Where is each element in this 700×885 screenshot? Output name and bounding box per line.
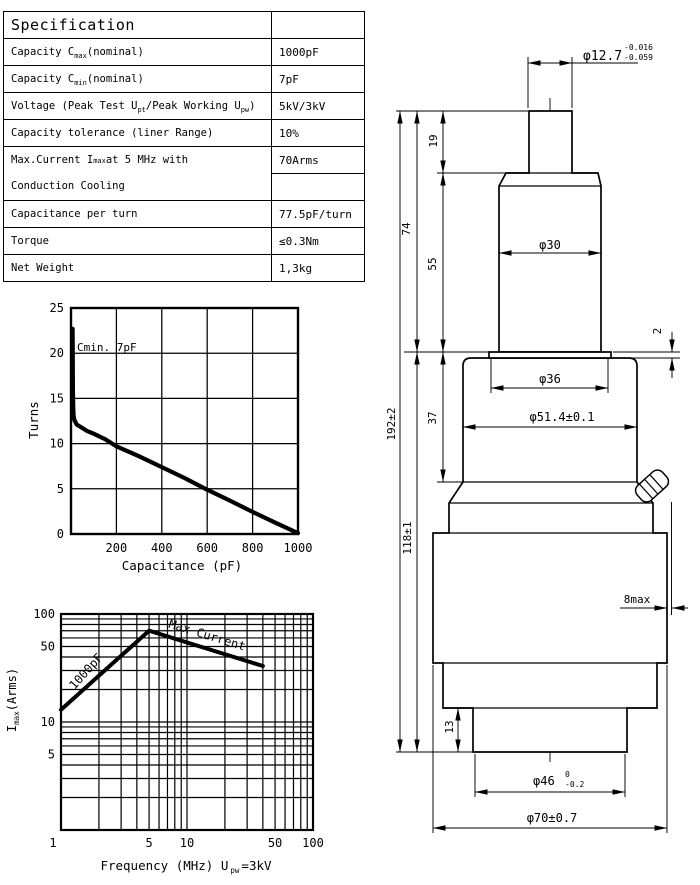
dim-dia30: φ30: [539, 238, 561, 252]
spec-value: 5kV/3kV: [272, 93, 365, 120]
curve-label-max-current: Max Current: [167, 616, 248, 654]
x-tick-label: 50: [267, 836, 283, 850]
x-tick-label: 100: [302, 836, 324, 850]
dim-shaft-dia: φ12.7: [583, 49, 623, 64]
dim-74: 74: [400, 222, 413, 236]
spec-label: Net Weight: [4, 255, 272, 282]
x-tick-label: 10: [179, 836, 195, 850]
y-tick-label: 10: [40, 715, 55, 729]
y-tick-label: 25: [49, 301, 64, 315]
tick-labels: [33, 607, 324, 850]
spec-value: [272, 174, 365, 201]
dim-shaft-dia-tol-lower: -0.059: [624, 53, 653, 62]
dim-dia46-tol-upper: 0: [565, 770, 570, 779]
table-title: Specification: [4, 12, 272, 39]
table-row: [4, 93, 365, 120]
table-row: [4, 39, 365, 66]
spec-table: [3, 11, 365, 282]
spec-value: 70Arms: [272, 147, 365, 174]
y-tick-label: 15: [49, 391, 64, 406]
y-tick-label: 100: [33, 607, 55, 621]
dim-37: 37: [426, 411, 439, 425]
dim-19: 19: [427, 134, 440, 148]
dim-dia46-tol-lower: -0.2: [565, 780, 585, 789]
table-row: [4, 147, 365, 174]
spec-label: Max.Current I max at 5 MHz with Conduction Cooling: [4, 147, 272, 201]
dim-118: 118±1: [401, 521, 414, 555]
table-row: [4, 120, 365, 147]
x-tick-label: 5: [145, 836, 153, 850]
y-tick-label: 50: [40, 639, 55, 654]
dim-55: 55: [426, 257, 439, 271]
dim-2: 2: [651, 327, 664, 335]
spec-value: 10%: [272, 120, 365, 147]
cmin-annotation: Cmin. 7pF: [77, 341, 137, 354]
y-axis-title: Turns: [26, 401, 41, 439]
dim-dia46: φ46: [533, 774, 555, 788]
dimension-drawing: [385, 35, 700, 845]
data-curve: [73, 329, 298, 533]
dim-8max: 8max: [623, 593, 651, 606]
spec-label: Capacitance per turn: [4, 201, 272, 228]
table-row: [4, 255, 365, 282]
dim-dia51: φ51.4±0.1: [529, 410, 595, 424]
y-tick-label: 10: [49, 436, 64, 451]
y-tick-label: 20: [49, 346, 64, 361]
spec-label: Capacity $C_{max}(nominal)$: [4, 39, 272, 66]
turns-chart: [0, 295, 330, 580]
x-tick-label: 1: [49, 836, 57, 850]
dim-dia70: φ70±0.7: [526, 811, 578, 825]
spec-value: 1,3kg: [272, 255, 365, 282]
spec-label: Torque: [4, 228, 272, 255]
table-row: [4, 228, 365, 255]
spec-label: Voltage (Peak Test $U_{pt}$/Peak Working $U_{pw}$): [4, 93, 272, 120]
dim-13: 13: [443, 720, 456, 734]
part-outline: [433, 111, 667, 752]
spec-value: 77.5pF/turn: [272, 201, 365, 228]
curve-label-1000pF: 1000pF: [66, 650, 106, 693]
x-tick-label: 800: [241, 541, 264, 555]
dim-shaft-dia-tol-upper: -0.016: [624, 43, 653, 52]
y-axis-title: $I_{max}(Arms)$: [5, 667, 21, 733]
current-chart: [0, 598, 345, 885]
dim-dia36: φ36: [539, 372, 561, 386]
x-tick-label: 400: [150, 541, 173, 555]
log-grid: [61, 614, 313, 830]
x-tick-label: 600: [196, 541, 219, 555]
x-tick-label: 1000: [283, 541, 313, 555]
spec-label: Capacity tolerance (liner Range): [4, 120, 272, 147]
y-tick-label: 5: [47, 747, 55, 762]
spec-value: 1000pF: [272, 39, 365, 66]
x-axis-title: Frequency (MHz) U $_{pw}$ =3kV: [100, 858, 272, 875]
spec-label: Capacity $C_{min}(nominal)$: [4, 66, 272, 93]
y-tick-label: 5: [56, 481, 64, 496]
table-row: [4, 201, 365, 228]
tick-labels: [50, 301, 313, 555]
x-tick-label: 200: [105, 541, 128, 555]
table-row: [4, 66, 365, 93]
table-header-row: [4, 12, 365, 39]
y-tick-label: 0: [56, 527, 64, 541]
spec-value: 7pF: [272, 66, 365, 93]
x-axis-title: Capacitance (pF): [121, 558, 243, 573]
dim-192: 192±2: [385, 407, 398, 441]
spec-value: ≤0.3Nm: [272, 228, 365, 255]
